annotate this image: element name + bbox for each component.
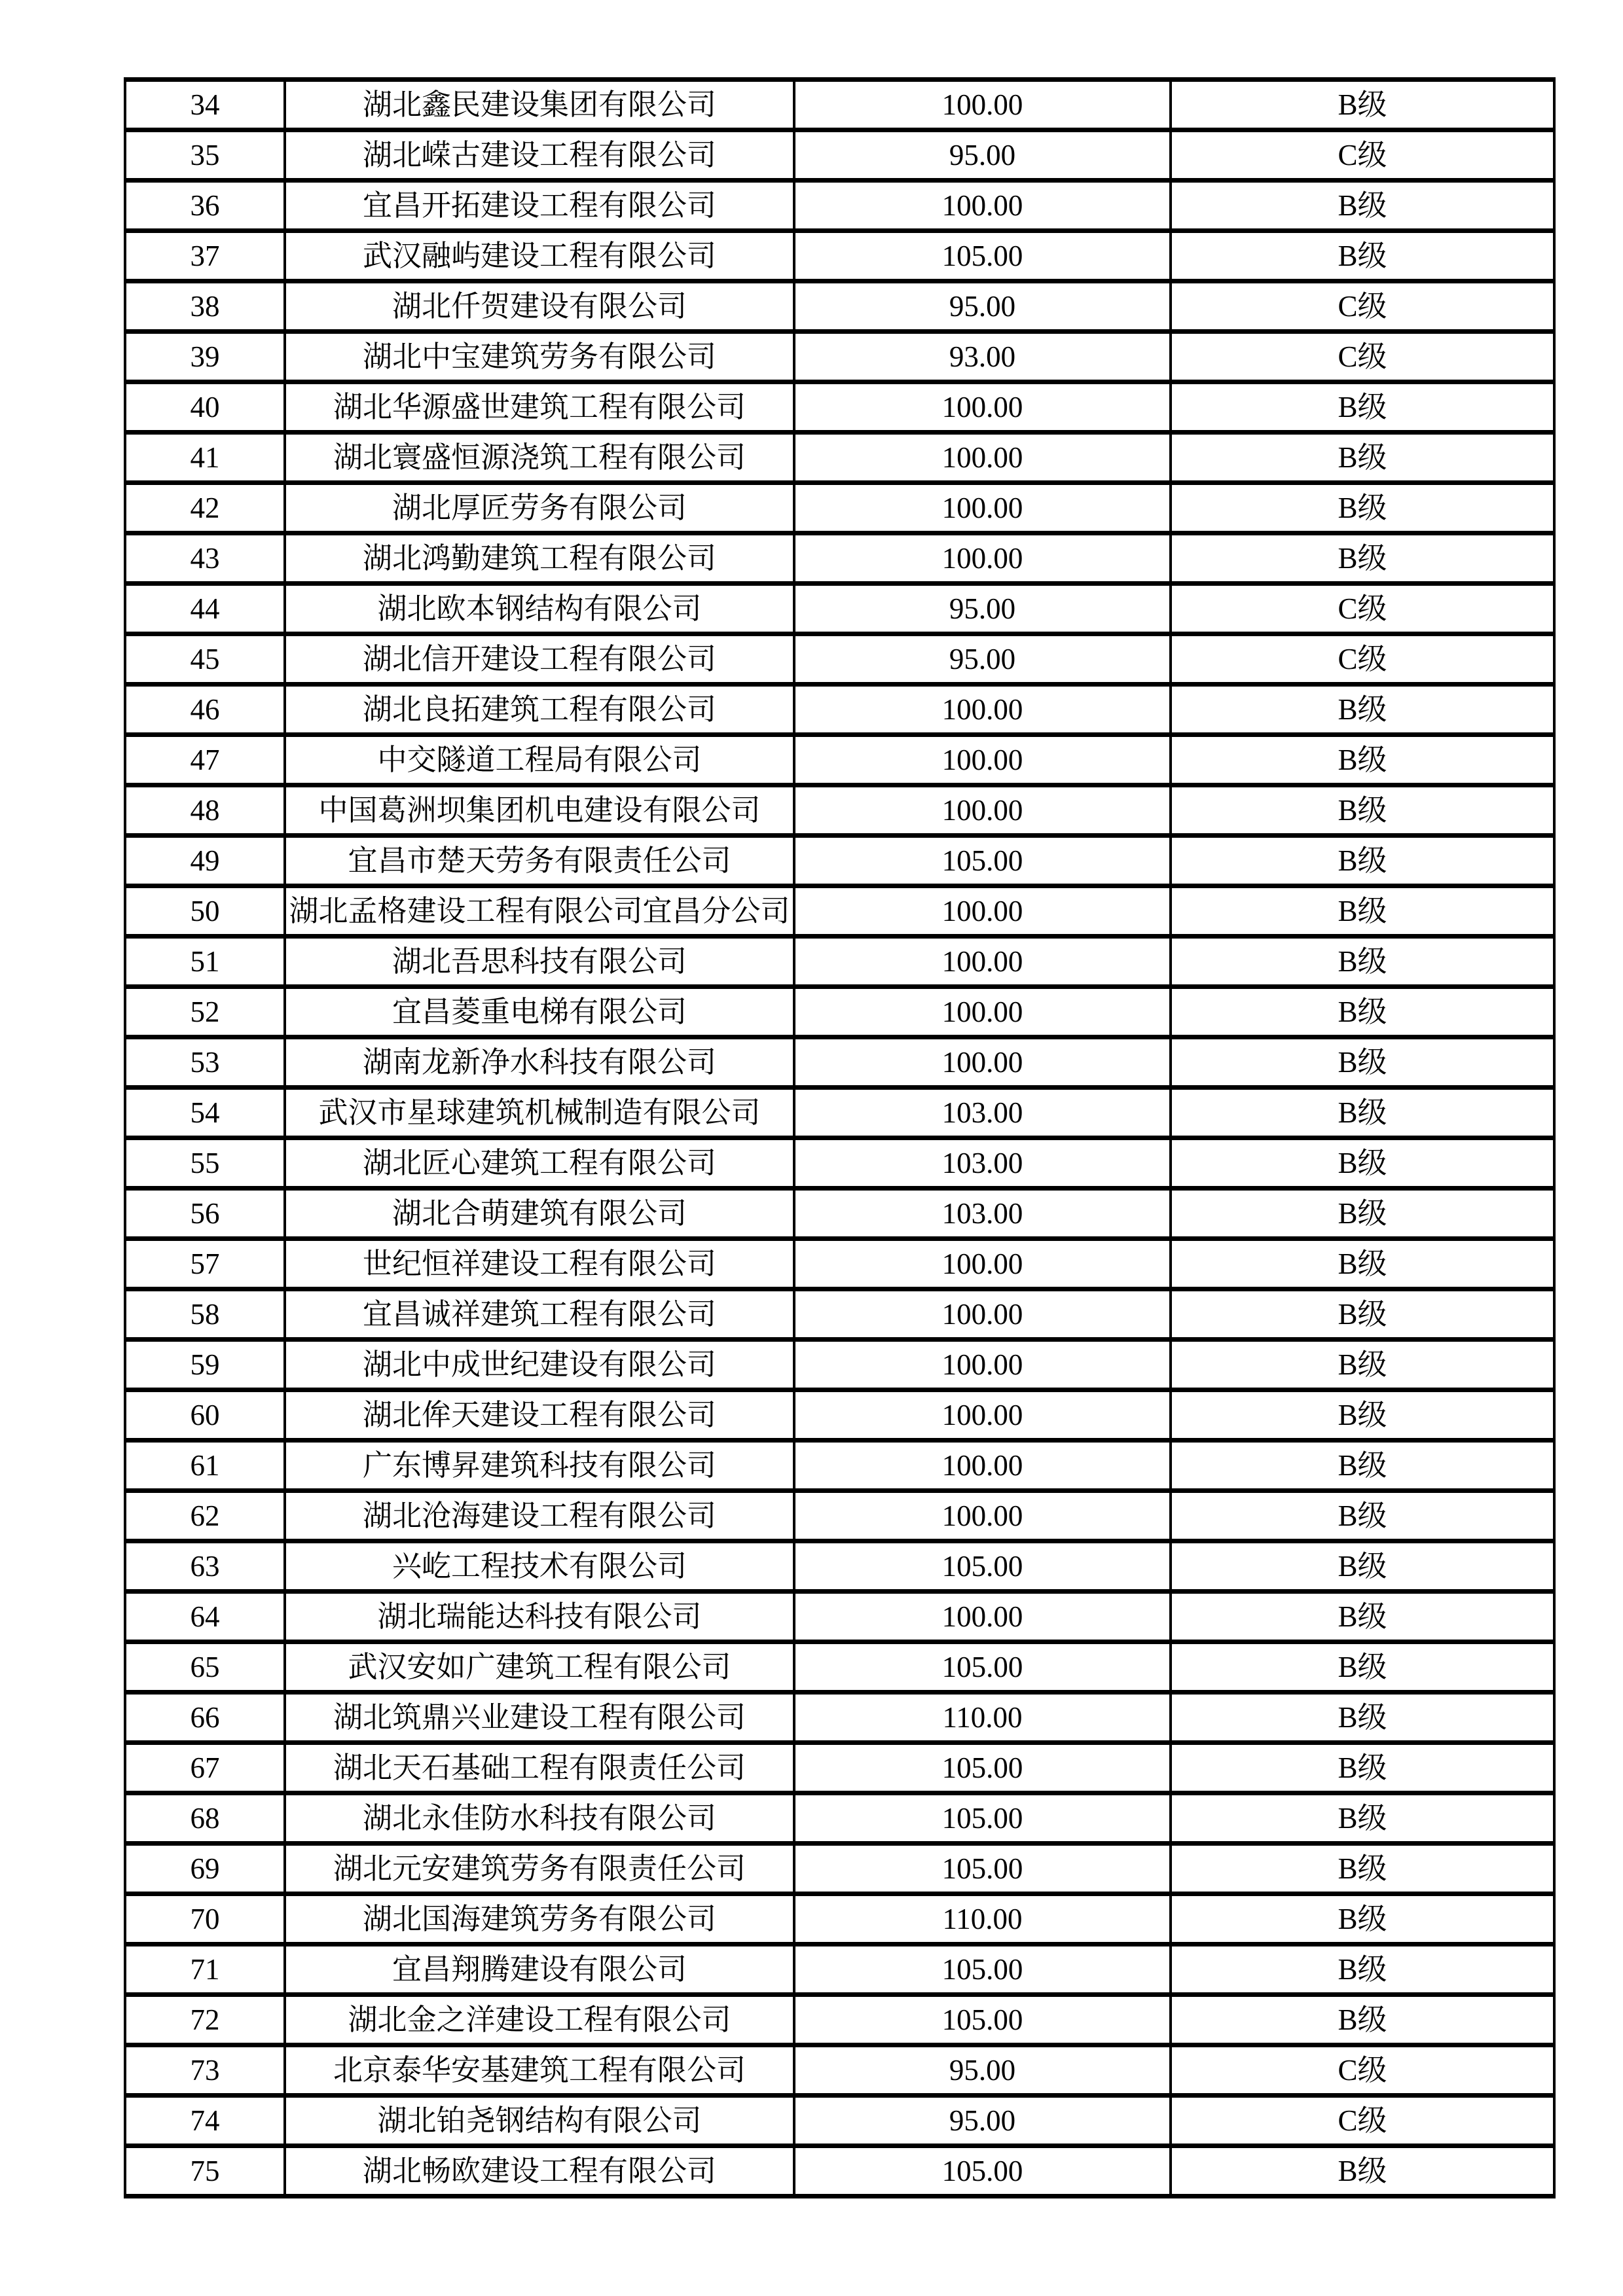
grade-cell: B级 bbox=[1171, 1793, 1554, 1844]
table-row bbox=[125, 685, 1554, 735]
company-name-cell: 湖北鑫民建设集团有限公司 bbox=[285, 80, 794, 130]
grade-cell: B级 bbox=[1171, 937, 1554, 987]
score-cell: 100.00 bbox=[794, 382, 1171, 433]
table-row bbox=[125, 1441, 1554, 1491]
score-cell: 95.00 bbox=[794, 2045, 1171, 2096]
grade-cell: B级 bbox=[1171, 382, 1554, 433]
company-name-cell: 湖北信开建设工程有限公司 bbox=[285, 634, 794, 685]
company-name-cell: 湖北孟格建设工程有限公司宜昌分公司 bbox=[285, 886, 794, 937]
row-number-cell: 63 bbox=[125, 1541, 285, 1592]
table-row bbox=[125, 584, 1554, 634]
company-name-cell: 中交隧道工程局有限公司 bbox=[285, 735, 794, 785]
grade-cell: B级 bbox=[1171, 1995, 1554, 2045]
grade-cell: B级 bbox=[1171, 1743, 1554, 1793]
company-name-cell: 宜昌市楚天劳务有限责任公司 bbox=[285, 836, 794, 886]
score-cell: 100.00 bbox=[794, 1441, 1171, 1491]
table-row bbox=[125, 483, 1554, 533]
row-number-cell: 44 bbox=[125, 584, 285, 634]
company-name-cell: 湖北侔天建设工程有限公司 bbox=[285, 1390, 794, 1441]
row-number-cell: 45 bbox=[125, 634, 285, 685]
grade-cell: B级 bbox=[1171, 1592, 1554, 1642]
score-cell: 105.00 bbox=[794, 231, 1171, 281]
rating-table bbox=[124, 77, 1556, 2198]
row-number-cell: 75 bbox=[125, 2146, 285, 2197]
score-cell: 103.00 bbox=[794, 1138, 1171, 1189]
company-name-cell: 宜昌翔腾建设有限公司 bbox=[285, 1945, 794, 1995]
grade-cell: B级 bbox=[1171, 735, 1554, 785]
table-row bbox=[125, 785, 1554, 836]
row-number-cell: 41 bbox=[125, 433, 285, 483]
company-name-cell: 北京泰华安基建筑工程有限公司 bbox=[285, 2045, 794, 2096]
grade-cell: B级 bbox=[1171, 533, 1554, 584]
table-row bbox=[125, 2096, 1554, 2146]
company-name-cell: 湖北铂尧钢结构有限公司 bbox=[285, 2096, 794, 2146]
score-cell: 105.00 bbox=[794, 1541, 1171, 1592]
table-row bbox=[125, 281, 1554, 332]
company-name-cell: 湖北吾思科技有限公司 bbox=[285, 937, 794, 987]
table-row bbox=[125, 836, 1554, 886]
table-row bbox=[125, 1642, 1554, 1693]
company-name-cell: 湖北筑鼎兴业建设工程有限公司 bbox=[285, 1693, 794, 1743]
company-name-cell: 宜昌诚祥建筑工程有限公司 bbox=[285, 1289, 794, 1340]
score-cell: 105.00 bbox=[794, 1743, 1171, 1793]
score-cell: 100.00 bbox=[794, 1340, 1171, 1390]
score-cell: 95.00 bbox=[794, 634, 1171, 685]
table-row bbox=[125, 1793, 1554, 1844]
grade-cell: B级 bbox=[1171, 685, 1554, 735]
score-cell: 105.00 bbox=[794, 1642, 1171, 1693]
company-name-cell: 湖北金之洋建设工程有限公司 bbox=[285, 1995, 794, 2045]
table-row bbox=[125, 735, 1554, 785]
table-row bbox=[125, 332, 1554, 382]
grade-cell: C级 bbox=[1171, 2045, 1554, 2096]
company-name-cell: 广东博昇建筑科技有限公司 bbox=[285, 1441, 794, 1491]
row-number-cell: 68 bbox=[125, 1793, 285, 1844]
row-number-cell: 71 bbox=[125, 1945, 285, 1995]
grade-cell: C级 bbox=[1171, 2096, 1554, 2146]
table-row bbox=[125, 2045, 1554, 2096]
table-row bbox=[125, 1693, 1554, 1743]
table-row bbox=[125, 433, 1554, 483]
score-cell: 100.00 bbox=[794, 1390, 1171, 1441]
score-cell: 100.00 bbox=[794, 1592, 1171, 1642]
row-number-cell: 51 bbox=[125, 937, 285, 987]
score-cell: 100.00 bbox=[794, 1491, 1171, 1541]
company-name-cell: 武汉融屿建设工程有限公司 bbox=[285, 231, 794, 281]
grade-cell: B级 bbox=[1171, 987, 1554, 1037]
grade-cell: B级 bbox=[1171, 1541, 1554, 1592]
row-number-cell: 48 bbox=[125, 785, 285, 836]
company-name-cell: 湖北瑞能达科技有限公司 bbox=[285, 1592, 794, 1642]
row-number-cell: 66 bbox=[125, 1693, 285, 1743]
row-number-cell: 65 bbox=[125, 1642, 285, 1693]
score-cell: 100.00 bbox=[794, 483, 1171, 533]
grade-cell: B级 bbox=[1171, 231, 1554, 281]
grade-cell: B级 bbox=[1171, 1844, 1554, 1894]
score-cell: 100.00 bbox=[794, 80, 1171, 130]
table-row bbox=[125, 1390, 1554, 1441]
row-number-cell: 69 bbox=[125, 1844, 285, 1894]
grade-cell: B级 bbox=[1171, 1441, 1554, 1491]
grade-cell: B级 bbox=[1171, 1894, 1554, 1945]
grade-cell: B级 bbox=[1171, 1088, 1554, 1138]
table-row bbox=[125, 1541, 1554, 1592]
table-row bbox=[125, 1491, 1554, 1541]
score-cell: 100.00 bbox=[794, 533, 1171, 584]
score-cell: 103.00 bbox=[794, 1189, 1171, 1239]
score-cell: 103.00 bbox=[794, 1088, 1171, 1138]
score-cell: 105.00 bbox=[794, 1995, 1171, 2045]
row-number-cell: 37 bbox=[125, 231, 285, 281]
company-name-cell: 湖北匠心建筑工程有限公司 bbox=[285, 1138, 794, 1189]
score-cell: 93.00 bbox=[794, 332, 1171, 382]
company-name-cell: 武汉市星球建筑机械制造有限公司 bbox=[285, 1088, 794, 1138]
table-row bbox=[125, 1088, 1554, 1138]
row-number-cell: 40 bbox=[125, 382, 285, 433]
company-name-cell: 湖北鸿勤建筑工程有限公司 bbox=[285, 533, 794, 584]
row-number-cell: 46 bbox=[125, 685, 285, 735]
table-row bbox=[125, 1189, 1554, 1239]
row-number-cell: 60 bbox=[125, 1390, 285, 1441]
grade-cell: B级 bbox=[1171, 1340, 1554, 1390]
company-name-cell: 兴屹工程技术有限公司 bbox=[285, 1541, 794, 1592]
score-cell: 105.00 bbox=[794, 1793, 1171, 1844]
grade-cell: C级 bbox=[1171, 332, 1554, 382]
row-number-cell: 36 bbox=[125, 181, 285, 231]
row-number-cell: 35 bbox=[125, 130, 285, 181]
company-name-cell: 湖北中成世纪建设有限公司 bbox=[285, 1340, 794, 1390]
table-row bbox=[125, 1743, 1554, 1793]
grade-cell: C级 bbox=[1171, 281, 1554, 332]
company-name-cell: 湖北天石基础工程有限责任公司 bbox=[285, 1743, 794, 1793]
row-number-cell: 61 bbox=[125, 1441, 285, 1491]
row-number-cell: 38 bbox=[125, 281, 285, 332]
score-cell: 100.00 bbox=[794, 433, 1171, 483]
table-row bbox=[125, 382, 1554, 433]
grade-cell: C级 bbox=[1171, 634, 1554, 685]
score-cell: 95.00 bbox=[794, 281, 1171, 332]
row-number-cell: 74 bbox=[125, 2096, 285, 2146]
row-number-cell: 56 bbox=[125, 1189, 285, 1239]
table-row bbox=[125, 80, 1554, 130]
score-cell: 95.00 bbox=[794, 130, 1171, 181]
row-number-cell: 72 bbox=[125, 1995, 285, 2045]
table-row bbox=[125, 1844, 1554, 1894]
company-name-cell: 湖北良拓建筑工程有限公司 bbox=[285, 685, 794, 735]
table-row bbox=[125, 130, 1554, 181]
score-cell: 100.00 bbox=[794, 886, 1171, 937]
company-name-cell: 湖北畅欧建设工程有限公司 bbox=[285, 2146, 794, 2197]
row-number-cell: 34 bbox=[125, 80, 285, 130]
score-cell: 100.00 bbox=[794, 785, 1171, 836]
score-cell: 110.00 bbox=[794, 1693, 1171, 1743]
company-name-cell: 湖北中宝建筑劳务有限公司 bbox=[285, 332, 794, 382]
grade-cell: C级 bbox=[1171, 584, 1554, 634]
row-number-cell: 67 bbox=[125, 1743, 285, 1793]
grade-cell: B级 bbox=[1171, 483, 1554, 533]
table-row bbox=[125, 1138, 1554, 1189]
table-row bbox=[125, 1592, 1554, 1642]
score-cell: 105.00 bbox=[794, 836, 1171, 886]
row-number-cell: 55 bbox=[125, 1138, 285, 1189]
grade-cell: B级 bbox=[1171, 1642, 1554, 1693]
score-cell: 95.00 bbox=[794, 584, 1171, 634]
company-name-cell: 湖北嵘古建设工程有限公司 bbox=[285, 130, 794, 181]
score-cell: 100.00 bbox=[794, 987, 1171, 1037]
grade-cell: B级 bbox=[1171, 80, 1554, 130]
row-number-cell: 39 bbox=[125, 332, 285, 382]
row-number-cell: 47 bbox=[125, 735, 285, 785]
grade-cell: B级 bbox=[1171, 785, 1554, 836]
row-number-cell: 73 bbox=[125, 2045, 285, 2096]
grade-cell: B级 bbox=[1171, 1189, 1554, 1239]
table-row bbox=[125, 1289, 1554, 1340]
grade-cell: B级 bbox=[1171, 1037, 1554, 1088]
company-name-cell: 湖北沧海建设工程有限公司 bbox=[285, 1491, 794, 1541]
score-cell: 105.00 bbox=[794, 2146, 1171, 2197]
table-row bbox=[125, 1340, 1554, 1390]
table-row bbox=[125, 987, 1554, 1037]
row-number-cell: 64 bbox=[125, 1592, 285, 1642]
row-number-cell: 62 bbox=[125, 1491, 285, 1541]
company-name-cell: 湖北寰盛恒源浇筑工程有限公司 bbox=[285, 433, 794, 483]
score-cell: 105.00 bbox=[794, 1945, 1171, 1995]
company-name-cell: 湖北永佳防水科技有限公司 bbox=[285, 1793, 794, 1844]
grade-cell: B级 bbox=[1171, 836, 1554, 886]
score-cell: 100.00 bbox=[794, 1289, 1171, 1340]
score-cell: 95.00 bbox=[794, 2096, 1171, 2146]
score-cell: 100.00 bbox=[794, 1037, 1171, 1088]
row-number-cell: 59 bbox=[125, 1340, 285, 1390]
grade-cell: B级 bbox=[1171, 1138, 1554, 1189]
rating-table-body bbox=[125, 80, 1554, 2197]
company-name-cell: 世纪恒祥建设工程有限公司 bbox=[285, 1239, 794, 1289]
table-row bbox=[125, 2146, 1554, 2197]
company-name-cell: 湖北国海建筑劳务有限公司 bbox=[285, 1894, 794, 1945]
table-row bbox=[125, 1894, 1554, 1945]
table-row bbox=[125, 1037, 1554, 1088]
company-name-cell: 宜昌开拓建设工程有限公司 bbox=[285, 181, 794, 231]
table-row bbox=[125, 634, 1554, 685]
score-cell: 100.00 bbox=[794, 735, 1171, 785]
company-name-cell: 湖北华源盛世建筑工程有限公司 bbox=[285, 382, 794, 433]
company-name-cell: 湖北欧本钢结构有限公司 bbox=[285, 584, 794, 634]
company-name-cell: 中国葛洲坝集团机电建设有限公司 bbox=[285, 785, 794, 836]
row-number-cell: 43 bbox=[125, 533, 285, 584]
company-name-cell: 湖北仟贺建设有限公司 bbox=[285, 281, 794, 332]
row-number-cell: 57 bbox=[125, 1239, 285, 1289]
row-number-cell: 70 bbox=[125, 1894, 285, 1945]
table-row bbox=[125, 1995, 1554, 2045]
company-name-cell: 湖北元安建筑劳务有限责任公司 bbox=[285, 1844, 794, 1894]
table-row bbox=[125, 1945, 1554, 1995]
score-cell: 100.00 bbox=[794, 1239, 1171, 1289]
score-cell: 105.00 bbox=[794, 1844, 1171, 1894]
table-row bbox=[125, 937, 1554, 987]
score-cell: 110.00 bbox=[794, 1894, 1171, 1945]
grade-cell: B级 bbox=[1171, 2146, 1554, 2197]
row-number-cell: 54 bbox=[125, 1088, 285, 1138]
row-number-cell: 50 bbox=[125, 886, 285, 937]
grade-cell: B级 bbox=[1171, 433, 1554, 483]
grade-cell: B级 bbox=[1171, 1239, 1554, 1289]
grade-cell: B级 bbox=[1171, 886, 1554, 937]
score-cell: 100.00 bbox=[794, 685, 1171, 735]
grade-cell: B级 bbox=[1171, 1491, 1554, 1541]
grade-cell: B级 bbox=[1171, 1289, 1554, 1340]
company-name-cell: 湖北厚匠劳务有限公司 bbox=[285, 483, 794, 533]
score-cell: 100.00 bbox=[794, 181, 1171, 231]
company-name-cell: 湖北合萌建筑有限公司 bbox=[285, 1189, 794, 1239]
company-name-cell: 湖南龙新净水科技有限公司 bbox=[285, 1037, 794, 1088]
company-name-cell: 宜昌菱重电梯有限公司 bbox=[285, 987, 794, 1037]
grade-cell: B级 bbox=[1171, 1693, 1554, 1743]
grade-cell: B级 bbox=[1171, 1390, 1554, 1441]
row-number-cell: 58 bbox=[125, 1289, 285, 1340]
company-name-cell: 武汉安如广建筑工程有限公司 bbox=[285, 1642, 794, 1693]
row-number-cell: 52 bbox=[125, 987, 285, 1037]
grade-cell: B级 bbox=[1171, 1945, 1554, 1995]
row-number-cell: 49 bbox=[125, 836, 285, 886]
table-row bbox=[125, 533, 1554, 584]
table-row bbox=[125, 886, 1554, 937]
row-number-cell: 42 bbox=[125, 483, 285, 533]
table-row bbox=[125, 231, 1554, 281]
grade-cell: C级 bbox=[1171, 130, 1554, 181]
row-number-cell: 53 bbox=[125, 1037, 285, 1088]
table-row bbox=[125, 1239, 1554, 1289]
grade-cell: B级 bbox=[1171, 181, 1554, 231]
table-row bbox=[125, 181, 1554, 231]
score-cell: 100.00 bbox=[794, 937, 1171, 987]
